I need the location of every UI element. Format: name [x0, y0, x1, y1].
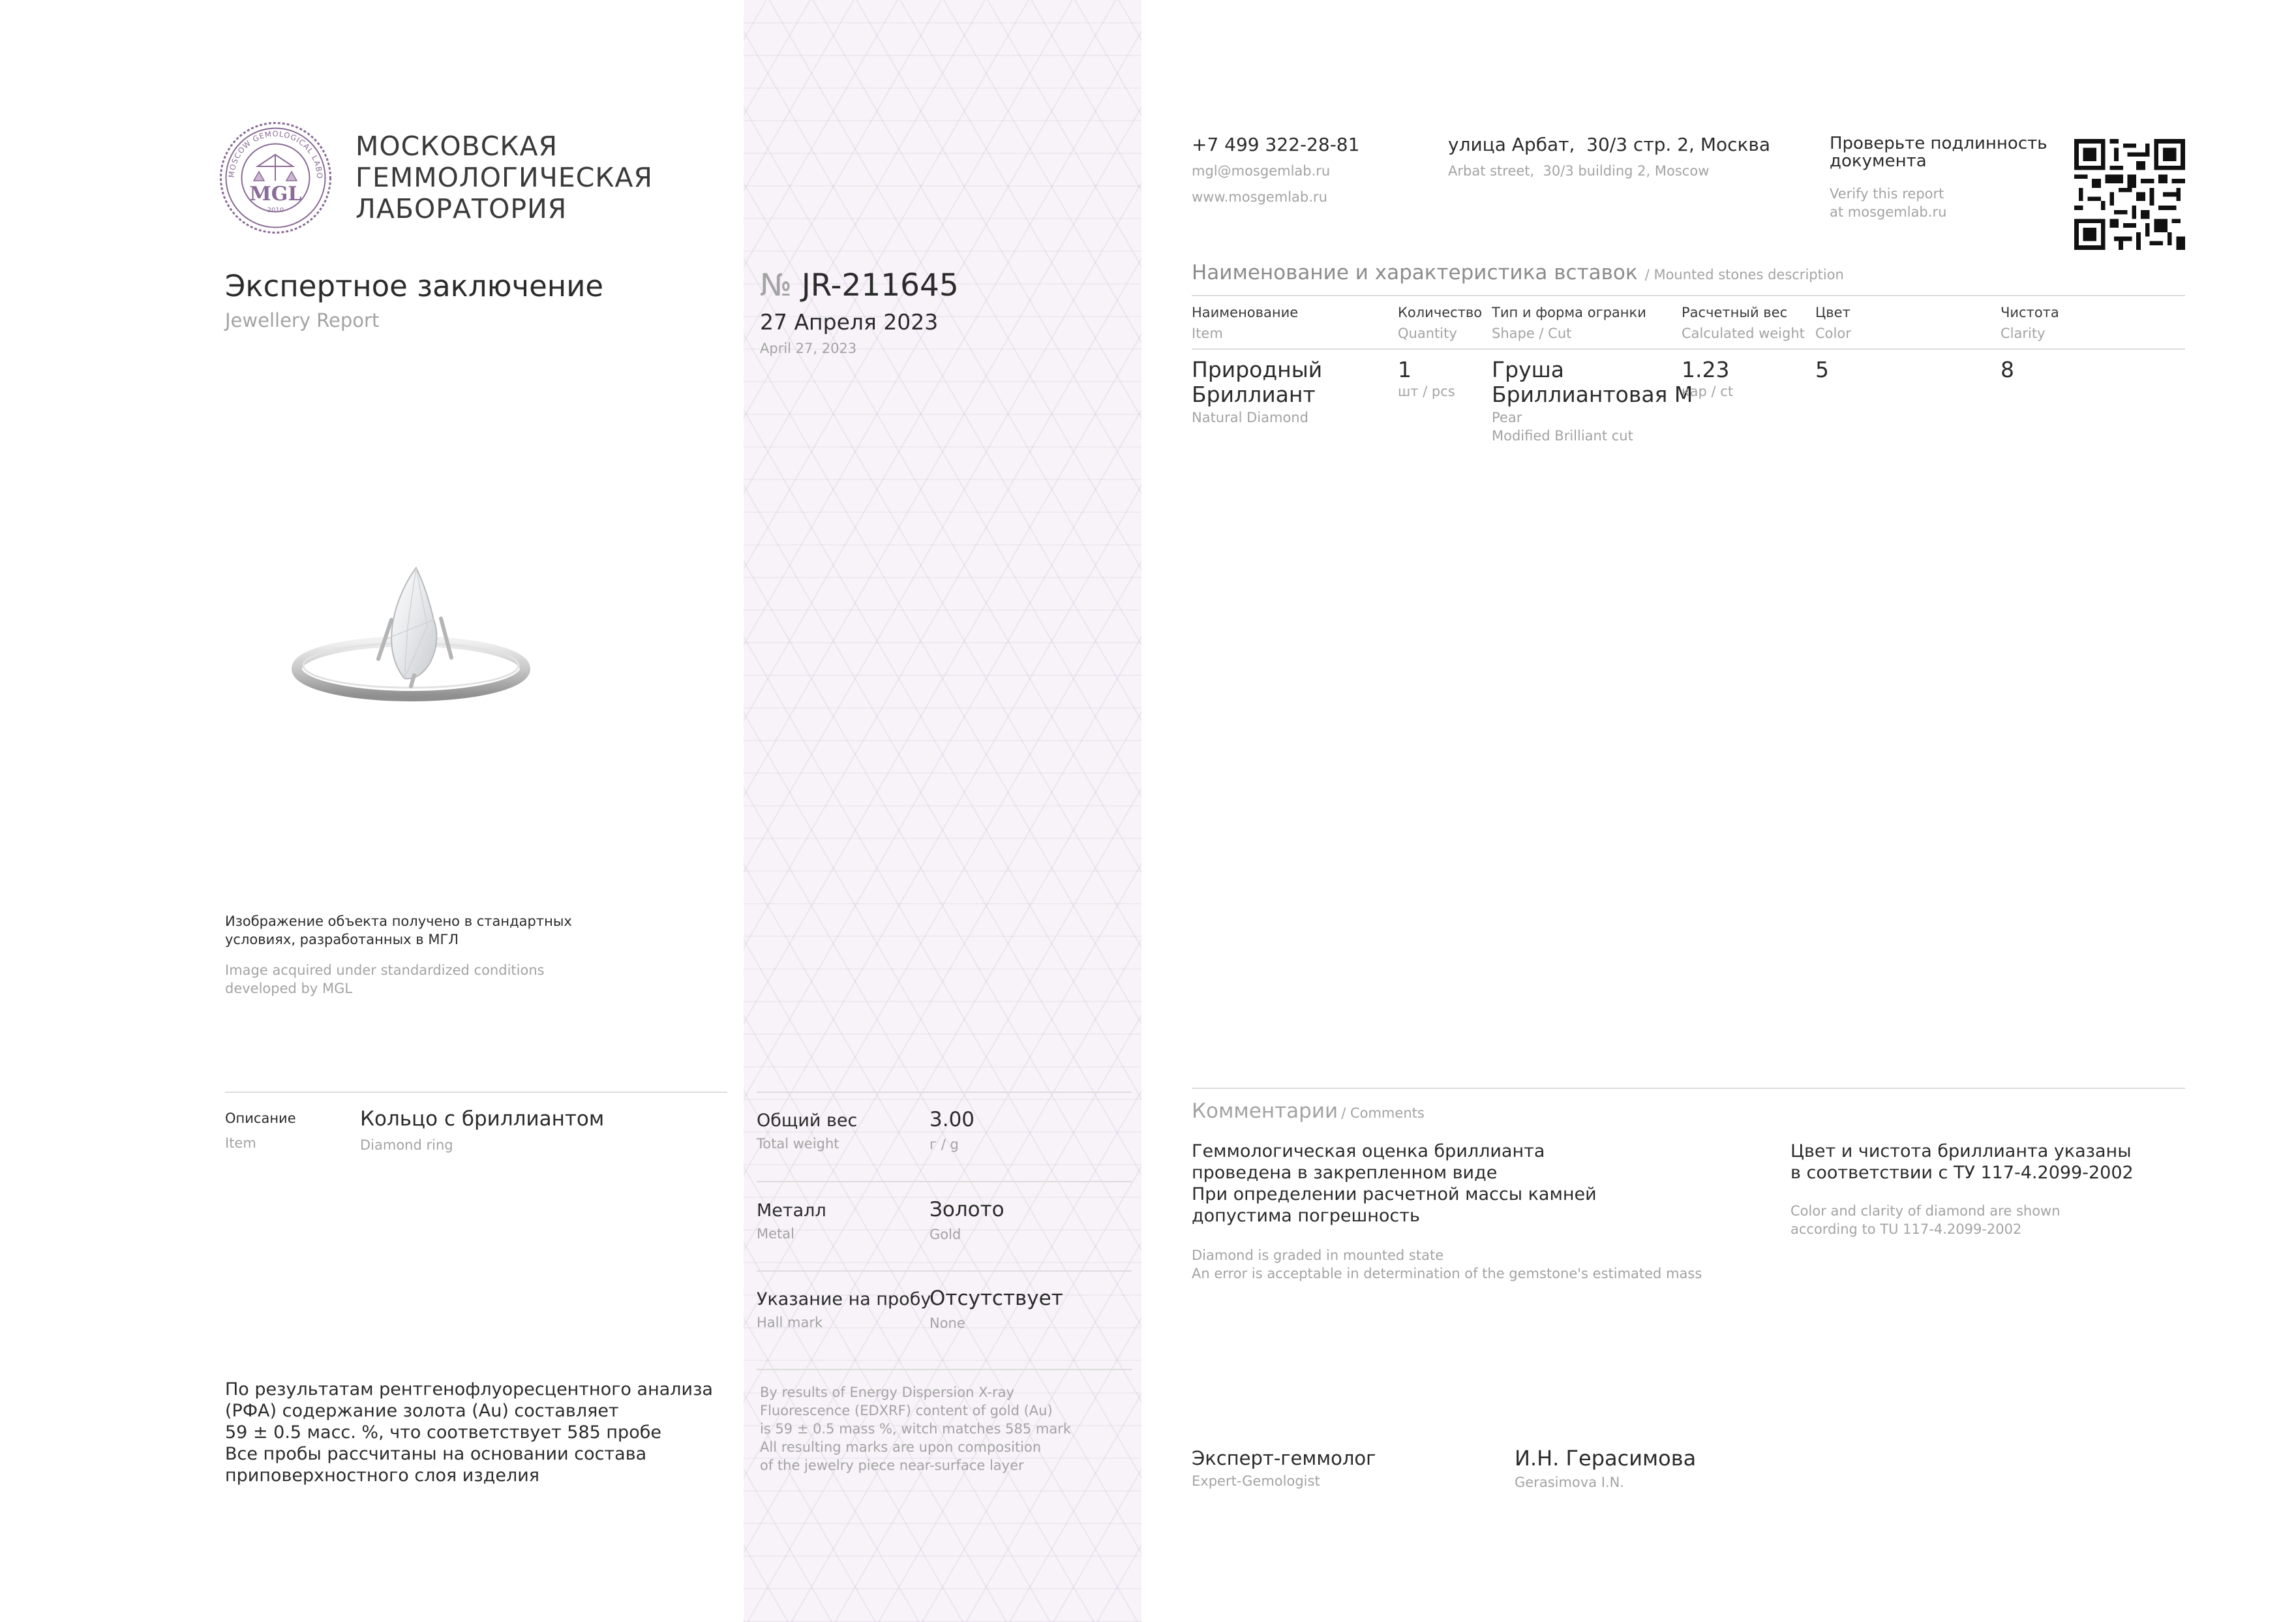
expert-name: [1515, 1446, 1696, 1490]
comments-right: [1790, 1140, 2134, 1184]
email: mgl@mosgemlab.ru: [1192, 163, 1331, 179]
expert-label-en: Expert-Gemologist: [1192, 1473, 1320, 1489]
stones-heading: [1192, 261, 1844, 284]
spec-metal-value: [929, 1198, 1004, 1242]
col-header-ru: Количество: [1398, 305, 1483, 320]
comment-line-en: An error is acceptable in determination of the gemstone's estimated mass: [1192, 1266, 1702, 1281]
spec-value-en: г / g: [929, 1137, 959, 1152]
verify-text-en: [1830, 185, 1946, 221]
spec-label-en: Metal: [757, 1226, 794, 1242]
svg-text:MGL: MGL: [249, 183, 302, 206]
spec-total-weight-value: [929, 1108, 974, 1152]
spec-label-en: Hall mark: [757, 1315, 823, 1330]
col-header-en: Calculated weight: [1682, 326, 1805, 341]
comment-line: допустима погрешность: [1192, 1206, 1420, 1226]
website: www.mosgemlab.ru: [1192, 189, 1327, 205]
col-header-en: Item: [1192, 326, 1223, 341]
verify-text: [1830, 135, 2047, 170]
divider: [757, 1369, 1132, 1370]
col-header-shape: [1492, 305, 1646, 341]
divider: [1192, 295, 2185, 296]
number-value: JR-211645: [801, 268, 959, 303]
verify-line-en: at mosgemlab.ru: [1830, 204, 1947, 220]
spec-label: Указание на пробу: [757, 1289, 931, 1309]
comments-right-en: [1790, 1202, 2061, 1238]
col-header-ru: Цвет: [1815, 305, 1850, 320]
divider: [1192, 1088, 2185, 1089]
comment-line-en: Diamond is graded in mounted state: [1192, 1247, 1444, 1263]
comment-line-en: Color and clarity of diamond are shown: [1790, 1203, 2061, 1219]
spec-value: Золото: [929, 1198, 1004, 1221]
svg-text:2010: 2010: [267, 207, 284, 214]
analysis-line-en: All resulting marks are upon composition: [760, 1439, 1042, 1455]
note-line: условиях, разработанных в МГЛ: [225, 932, 459, 947]
divider: [757, 1270, 1132, 1272]
svg-text:MOSCOW GEMOLOGICAL LABORATORY: MOSCOW GEMOLOGICAL LABO: [226, 129, 325, 179]
analysis-line: 59 ± 0.5 масс. %, что соответствует 585 пробе: [225, 1422, 661, 1443]
verify-line-en: Verify this report: [1830, 186, 1944, 202]
col-header-ru: Чистота: [2001, 305, 2059, 320]
label-en: Item: [225, 1135, 256, 1151]
analysis-line: (РФА) содержание золота (Au) составляет: [225, 1401, 619, 1421]
cell-sub: Modified Brilliant cut: [1492, 428, 1633, 444]
analysis-line: Все пробы рассчитаны на основании состава: [225, 1444, 647, 1464]
ring-photo: [280, 548, 541, 718]
label-ru: Описание: [225, 1110, 296, 1126]
analysis-line-en: By results of Energy Dispersion X-ray: [760, 1385, 1014, 1400]
expert-name-ru: И.Н. Герасимова: [1515, 1446, 1697, 1471]
spec-metal-label: [757, 1201, 826, 1242]
col-header-en: Clarity: [2001, 326, 2046, 341]
image-note: [225, 912, 572, 949]
analysis-text: [225, 1379, 713, 1486]
lab-name-line: ГЕММОЛОГИЧЕСКАЯ: [355, 162, 653, 193]
expert-label: [1192, 1447, 1376, 1489]
image-note-en: [225, 961, 545, 998]
cell-value: 1: [1398, 357, 1412, 382]
spec-label: Металл: [757, 1201, 826, 1221]
description-label: [225, 1110, 296, 1151]
spec-hallmark-label: [757, 1289, 931, 1330]
report-number: [760, 268, 959, 303]
comment-line: Геммологическая оценка бриллианта: [1192, 1141, 1545, 1161]
divider: [757, 1092, 1132, 1093]
cell-color: 5: [1815, 357, 1829, 382]
col-header-en: Quantity: [1398, 326, 1457, 341]
report-date-en: April 27, 2023: [760, 341, 857, 356]
cell-value: Природный: [1192, 357, 1323, 382]
verify-line: Проверьте подлинность: [1830, 134, 2047, 153]
analysis-line-en: of the jewelry piece near-surface layer: [760, 1458, 1024, 1473]
analysis-line: По результатам рентгенофлуоресцентного анализа: [225, 1379, 713, 1400]
comment-line: Цвет и чистота бриллианта указаны: [1790, 1141, 2132, 1161]
comments-left-en: [1192, 1246, 1702, 1283]
col-header-en: Shape / Cut: [1492, 326, 1572, 341]
cell-sub: шт / pcs: [1398, 384, 1455, 399]
analysis-line-en: is 59 ± 0.5 mass %, witch matches 585 mark: [760, 1421, 1071, 1437]
cell-sub: кар / ct: [1682, 384, 1734, 399]
col-header-color: [1815, 305, 1851, 341]
lab-name-line: ЛАБОРАТОРИЯ: [355, 193, 567, 224]
value-en: Diamond ring: [360, 1137, 453, 1153]
value-ru: Кольцо с бриллиантом: [360, 1107, 605, 1131]
spec-value-en: Gold: [929, 1227, 961, 1242]
cell-value: Груша: [1492, 357, 1565, 382]
col-header-ru: Тип и форма огранки: [1492, 305, 1646, 320]
spec-value-en: None: [929, 1315, 965, 1331]
col-header-quantity: [1398, 305, 1482, 341]
analysis-text-en: [760, 1383, 1071, 1475]
description-value: [360, 1107, 604, 1153]
spec-value: Отсутствует: [929, 1287, 1063, 1310]
qr-code-icon[interactable]: [2074, 139, 2185, 250]
cell-value: Бриллиантовая М: [1492, 382, 1693, 407]
divider: [757, 1181, 1132, 1182]
col-header-ru: Наименование: [1192, 305, 1299, 320]
divider: [225, 1092, 727, 1093]
cell-weight: [1682, 358, 1733, 401]
spec-label-en: Total weight: [757, 1136, 839, 1152]
col-header-en: Color: [1815, 326, 1851, 341]
logo-seal: [219, 121, 333, 235]
spec-hallmark-value: [929, 1287, 1063, 1331]
address-en: Arbat street, 30/3 building 2, Moscow: [1448, 163, 1710, 179]
security-pattern-band: [744, 0, 1141, 1622]
comments-left: [1192, 1140, 1597, 1227]
number-sign: №: [760, 268, 792, 303]
analysis-line: приповерхностного слоя изделия: [225, 1465, 540, 1486]
stones-heading-en: / Mounted stones description: [1644, 267, 1844, 283]
cell-value: 1.23: [1682, 357, 1730, 382]
comment-line: в соответствии с ТУ 117-4.2099-2002: [1790, 1163, 2134, 1183]
cell-item: [1192, 358, 1322, 427]
col-header-ru: Расчетный вес: [1682, 305, 1788, 320]
cell-shape: [1492, 358, 1693, 445]
comments-heading-ru: Комментарии: [1192, 1099, 1338, 1123]
report-title-en: Jewellery Report: [225, 309, 380, 331]
note-line-en: Image acquired under standardized conditions: [225, 962, 545, 978]
verify-line: документа: [1830, 151, 1927, 171]
col-header-clarity: [2001, 305, 2059, 341]
address: улица Арбат, 30/3 стр. 2, Москва: [1448, 134, 1771, 155]
spec-value: 3.00: [929, 1108, 975, 1131]
cell-clarity: 8: [2001, 357, 2014, 382]
lab-name-line: МОСКОВСКАЯ: [355, 130, 558, 162]
cell-sub: Natural Diamond: [1192, 410, 1308, 425]
divider: [1192, 348, 2185, 350]
comment-line: проведена в закрепленном виде: [1192, 1163, 1498, 1183]
comment-line-en: according to TU 117-4.2099-2002: [1790, 1221, 2022, 1237]
cell-quantity: [1398, 358, 1455, 401]
note-line: Изображение объекта получено в стандартных: [225, 913, 572, 929]
lab-name: [355, 130, 653, 224]
note-line-en: developed by MGL: [225, 981, 353, 996]
comments-heading: [1192, 1099, 1425, 1123]
cell-sub: Pear: [1492, 410, 1522, 425]
col-header-weight: [1682, 305, 1805, 341]
report-title: Экспертное заключение: [225, 269, 604, 303]
analysis-line-en: Fluorescence (EDXRF) content of gold (Au): [760, 1403, 1053, 1418]
expert-label-ru: Эксперт-геммолог: [1192, 1447, 1376, 1469]
comments-heading-en: / Comments: [1341, 1105, 1425, 1121]
cell-value: Бриллиант: [1192, 382, 1316, 407]
col-header-item: [1192, 305, 1298, 341]
expert-name-en: Gerasimova I.N.: [1515, 1475, 1624, 1490]
phone: +7 499 322-28-81: [1192, 134, 1360, 155]
stones-heading-ru: Наименование и характеристика вставок: [1192, 261, 1638, 284]
comment-line: При определении расчетной массы камней: [1192, 1184, 1597, 1204]
spec-total-weight-label: [757, 1110, 857, 1152]
spec-label: Общий вес: [757, 1110, 858, 1131]
report-date: 27 Апреля 2023: [760, 309, 939, 335]
